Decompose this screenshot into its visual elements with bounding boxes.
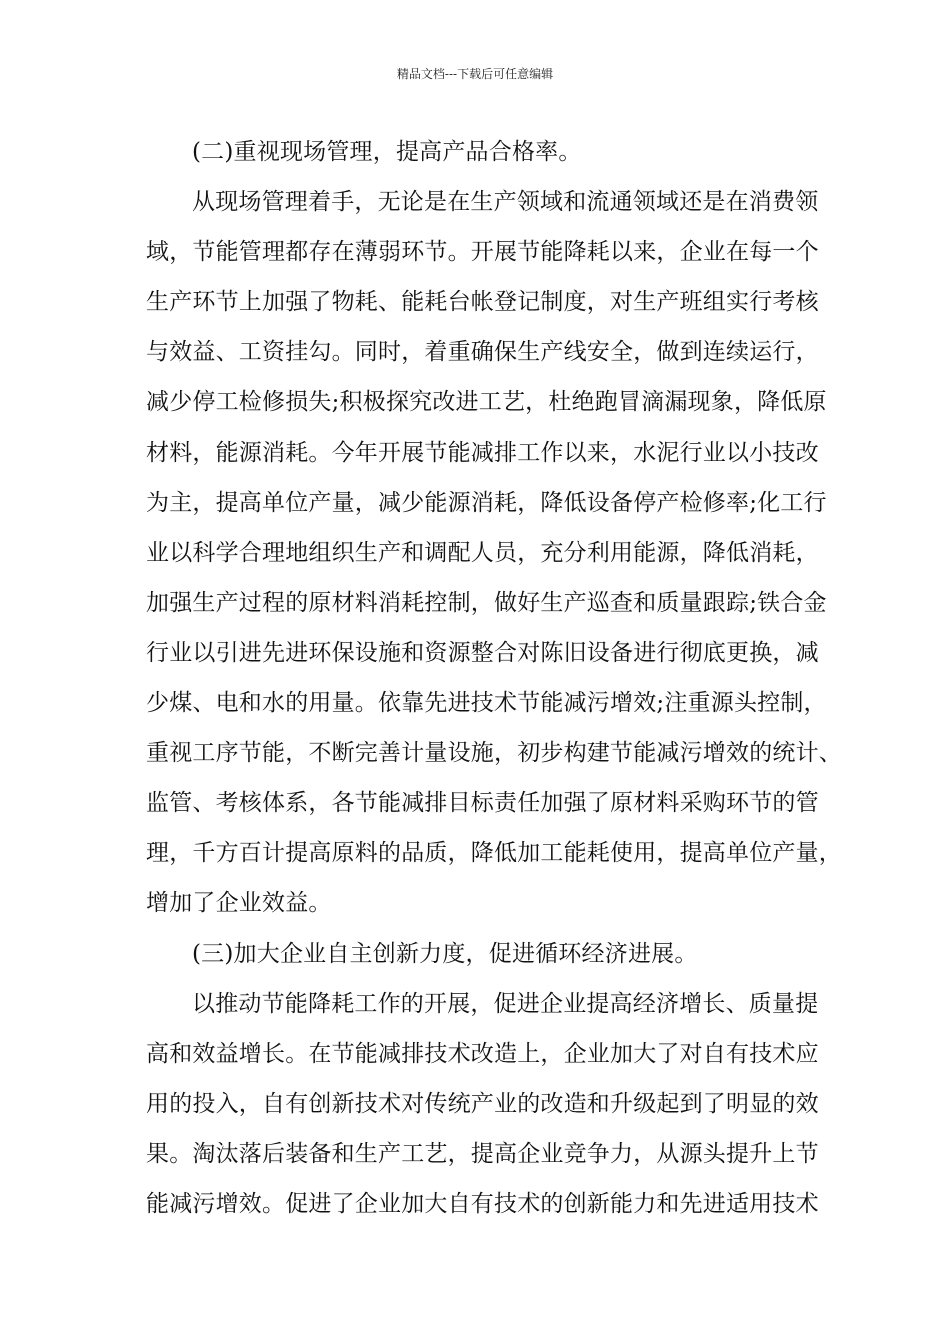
paragraph-line: 理，千方百计提高原料的品质，降低加工能耗使用，提高单位产量， <box>146 840 842 867</box>
page-header: 精品文档---下载后可任意编辑 <box>396 67 554 81</box>
paragraph-line: 用的投入，自有创新技术对传统产业的改造和升级起到了明显的效 <box>146 1090 819 1117</box>
paragraph-line: 业以科学合理地组织生产和调配人员，充分利用能源，降低消耗， <box>146 539 819 566</box>
section-heading-3: (三)加大企业自主创新力度，促进循环经济进展。 <box>192 940 698 967</box>
paragraph-line: 以推动节能降耗工作的开展，促进企业提高经济增长、质量提 <box>192 990 819 1017</box>
paragraph-line: 从现场管理着手，无论是在生产领域和流通领域还是在消费领 <box>192 189 819 216</box>
paragraph-line: 重视工序节能，不断完善计量设施，初步构建节能减污增效的统计、 <box>146 740 842 767</box>
paragraph-line: 少煤、电和水的用量。依靠先进技术节能减污增效;注重源头控制， <box>146 690 827 717</box>
paragraph-line: 监管、考核体系，各节能减排目标责任加强了原材料采购环节的管 <box>146 790 819 817</box>
paragraph-line: 生产环节上加强了物耗、能耗台帐登记制度，对生产班组实行考核 <box>146 289 819 316</box>
paragraph-line: 行业以引进先进环保设施和资源整合对陈旧设备进行彻底更换，减 <box>146 639 819 666</box>
paragraph-line: 与效益、工资挂勾。同时，着重确保生产线安全，做到连续运行， <box>146 339 819 366</box>
paragraph-line: 为主，提高单位产量，减少能源消耗，降低设备停产检修率;化工行 <box>146 489 827 516</box>
paragraph-line: 材料，能源消耗。今年开展节能减排工作以来，水泥行业以小技改 <box>146 439 819 466</box>
paragraph-line: 减少停工检修损失;积极探究改进工艺，杜绝跑冒滴漏现象，降低原 <box>146 389 827 416</box>
paragraph-line: 域，节能管理都存在薄弱环节。开展节能降耗以来，企业在每一个 <box>146 239 819 266</box>
paragraph-line: 增加了企业效益。 <box>146 890 332 917</box>
paragraph-line: 能减污增效。促进了企业加大自有技术的创新能力和先进适用技术 <box>146 1190 819 1217</box>
section-heading-2: (二)重视现场管理，提高产品合格率。 <box>192 139 582 165</box>
paragraph-line: 高和效益增长。在节能减排技术改造上，企业加大了对自有技术应 <box>146 1040 819 1067</box>
paragraph-line: 果。淘汰落后装备和生产工艺，提高企业竞争力，从源头提升上节 <box>146 1140 819 1167</box>
paragraph-line: 加强生产过程的原材料消耗控制，做好生产巡查和质量跟踪;铁合金 <box>146 589 827 616</box>
document-body <box>146 132 842 1234</box>
